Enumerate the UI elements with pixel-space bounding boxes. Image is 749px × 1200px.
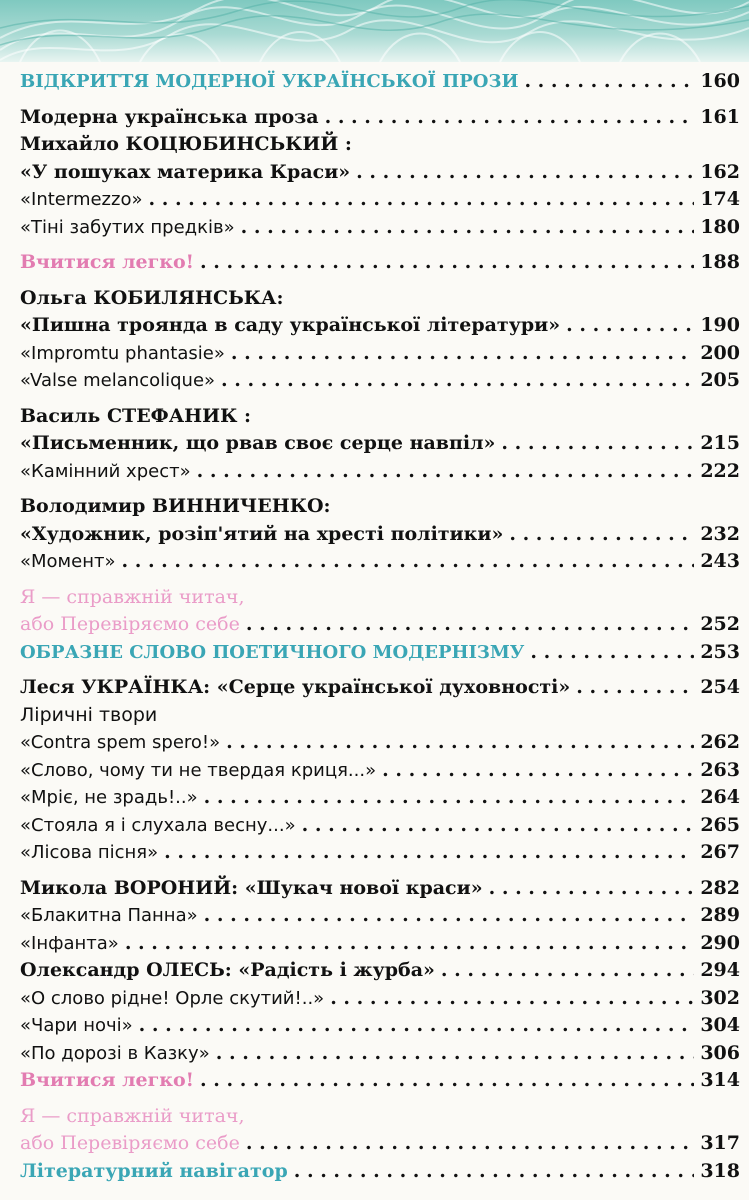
toc-entry[interactable]: «Інфанта» . . . 290 <box>20 930 740 958</box>
toc-entry[interactable]: «Чари ночі» . . . 304 <box>20 1012 740 1040</box>
toc-entry[interactable]: Олександр ОЛЕСЬ: «Радість і журба» . . . 294 <box>20 957 740 985</box>
toc-entry[interactable]: або Перевіряємо себе . . . 317 <box>20 1130 740 1158</box>
author-heading: Володимир ВИННИЧЕНКО: <box>20 495 331 517</box>
subheading: Ліричні твори <box>20 703 158 726</box>
toc-entry[interactable]: «Мріє, не зрадь!..» . . . 264 <box>20 784 740 812</box>
toc-entry[interactable]: Вчитися легко! . . . 188 <box>20 249 740 277</box>
toc-entry[interactable]: «Тіні забутих предків» . . . 180 <box>20 214 740 242</box>
toc-entry[interactable]: «Слово, чому ти не твердая криця...» . . . 263 <box>20 757 740 785</box>
page-number: 160 <box>700 70 740 92</box>
author-heading: Михайло КОЦЮБИНСЬКИЙ : <box>20 133 352 155</box>
section-title: ВІДКРИТТЯ МОДЕРНОЇ УКРАЇНСЬКОЇ ПРОЗИ <box>20 71 519 92</box>
toc-section-2[interactable]: ОБРАЗНЕ СЛОВО ПОЕТИЧНОГО МОДЕРНІЗМУ . . . 253 <box>20 639 740 667</box>
toc-entry[interactable]: Микола ВОРОНИЙ: «Шукач нової краси» . . . 282 <box>20 875 740 903</box>
toc-section-1[interactable] <box>20 68 740 96</box>
toc-entry[interactable]: «Impromtu phantasie» . . . 200 <box>20 340 740 368</box>
section-title: ОБРАЗНЕ СЛОВО ПОЕТИЧНОГО МОДЕРНІЗМУ <box>20 641 525 663</box>
toc-entry[interactable]: «Камінний хрест» . . . 222 <box>20 458 740 486</box>
toc-entry[interactable]: «Пишна троянда в саду української літератури» . . . 190 <box>20 312 740 340</box>
toc-entry[interactable]: «Момент» . . . 243 <box>20 548 740 576</box>
toc-entry[interactable]: Леся УКРАЇНКА: «Серце української духовності» . . . 254 <box>20 674 740 702</box>
toc-entry[interactable]: Літературний навігатор . . . 318 <box>20 1158 740 1186</box>
toc-entry[interactable]: Вчитися легко! . . . 314 <box>20 1067 740 1095</box>
toc-entry[interactable]: «Intermezzo» . . . 174 <box>20 186 740 214</box>
toc-entry[interactable]: «У пошуках материка Краси» . . . 162 <box>20 159 740 187</box>
author-heading: Василь СТЕФАНИК : <box>20 404 251 427</box>
toc-entry[interactable]: «Блакитна Панна» . . . 289 <box>20 902 740 930</box>
author-heading: Ольга КОБИЛЯНСЬКА: <box>20 286 284 309</box>
header-banner <box>0 0 749 62</box>
toc-entry[interactable]: «Valse melancolique» . . . 205 <box>20 367 740 395</box>
toc-entry[interactable]: «Лісова пісня» . . . 267 <box>20 839 740 867</box>
toc-entry[interactable]: «По дорозі в Казку» . . . 306 <box>20 1040 740 1068</box>
toc-entry[interactable]: «Стояла я і слухала весну...» . . . 265 <box>20 812 740 840</box>
toc-entry-line1: Я — справжній читач, <box>20 585 245 608</box>
toc-entry[interactable]: «Письменник, що рвав своє серце навпіл» . . . 215 <box>20 430 740 458</box>
toc-entry[interactable]: або Перевіряємо себе . . . 252 <box>20 611 740 639</box>
toc-entry-line1: Я — справжній читач, <box>20 1104 245 1127</box>
toc-entry[interactable]: «О слово рідне! Орле скутий!..» . . . 302 <box>20 985 740 1013</box>
toc-entry[interactable]: Модерна українська проза . . . 161 <box>20 104 740 132</box>
wave-ornament-icon <box>0 0 749 62</box>
toc-entry[interactable]: «Художник, розіп'ятий на хресті політики» . . . 232 <box>20 521 740 549</box>
table-of-contents <box>20 68 740 1185</box>
toc-entry[interactable]: «Contra spem spero!» . . . 262 <box>20 729 740 757</box>
